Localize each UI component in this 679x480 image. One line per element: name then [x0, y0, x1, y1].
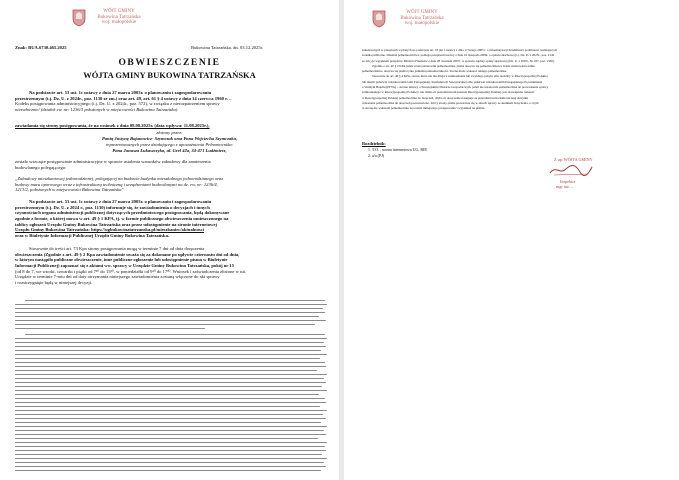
- footnote-line: [15, 466, 326, 467]
- notification-line: zgodnie z formie, o której mowa w art. 49 § 1 KPA, tj. w formie publicznego obwieszczenia umieszczonego na: [15, 216, 229, 222]
- footnote-line: [15, 418, 326, 419]
- stamp-line: Z up. WÓJTA GMINY: [554, 157, 593, 162]
- footnote-line: [15, 402, 326, 403]
- notice-statement: zawiadamia się strony postępowania, że na wniosek z dnia 08.08.2025r. (data wpływu: 11.08.2025r.),: [15, 123, 210, 128]
- letterhead-office: WÓJT GMINY: [103, 9, 135, 14]
- place-and-date: Bukowina Tatrzańska, dn. 03.12.2025r.: [191, 45, 264, 50]
- letterhead: [88, 9, 150, 26]
- legal-basis-line: Na podstawie art. 53 ust. 1c ustawy z dnia 27 marca 2003r. o planowaniu i zagospodarowaniu: [29, 90, 212, 95]
- municipal-crest-icon: [372, 10, 386, 28]
- footnote-line: [15, 386, 322, 387]
- notification-line: Na podstawie art. 53 ust. 1c ustawy z dnia 27 marca 2003r. o planowaniu i zagospodarowaniu: [29, 199, 212, 204]
- recipient-item: 1. T.O. , strona internetowa UG, BIP,: [368, 147, 428, 152]
- footnote-line: [15, 390, 327, 391]
- notification-link-line[interactable]: Urzędu Gminy Bukowina Tatrzańska: https://ugbukowinatatrzanska.pl/mieszkaniec/aktualnosci: [15, 227, 205, 233]
- continuation-text: [362, 48, 664, 112]
- footnote-line: [15, 422, 321, 423]
- footnote-line: [15, 312, 325, 313]
- footnote-line: [15, 446, 325, 447]
- official-stamp: [540, 157, 600, 191]
- representative-intro: reprezentowanych przez działającego z upoważnienia Pełnomocnika:: [105, 142, 234, 147]
- footnote-line: [25, 300, 325, 301]
- footnote-line: [15, 378, 324, 379]
- project-line: „Zabudowy mieszkaniowej jednorodzinnej, polegającej na budowie budynku mieszkalnego jednorodzinnego oraz: [15, 176, 224, 181]
- document-title: OBWIESZCZENIE: [118, 58, 221, 68]
- file-access-line: (od 8 do 7, we wtorki, czwartki i piątki od 7³⁰ do 15³⁰, w poniedziałki od 9³⁰ do 17³⁰. Wniosek i zaświadczenia złożone w tut.: [15, 268, 247, 274]
- notification-line: tablicy ogłoszeń Urzędu Gminy Bukowina Tatrzańska oraz przez udostępnienie na stronie internetowej: [15, 221, 217, 227]
- footnote-line: [15, 394, 319, 395]
- footnote-line: [15, 398, 325, 399]
- footnote-block: [15, 296, 327, 476]
- footnote-line: [15, 382, 326, 383]
- project-line: 1213/2, położonych w miejscowości Bukowina Tatrzańska": [15, 187, 124, 193]
- municipal-crest-icon: [72, 9, 86, 27]
- applicant-names: Panią Justynę Bajanowicz- Szymczak oraz Pana Wojciecha Szymczaka,: [101, 136, 238, 141]
- letterhead-voivodeship: woj. małopolskie: [101, 20, 137, 25]
- legal-basis-line: niezwłocznie/ (działek ew. nr: 1236/3 położonych w miejscowości Bukowina Tatrzańska).: [15, 107, 179, 113]
- continuation-line: zakończonych w przepisach wydanych na podstawie art. 18 pkt 1 ustawy z dnia 17 lutego 2005 r. o informatyzacji działalności podmiotów realizujących: [362, 48, 557, 52]
- footnote-line: [15, 338, 327, 339]
- recipient-item: 2. a/a (PJ): [368, 153, 385, 158]
- footnote-line: [15, 442, 327, 443]
- footnote-line: [15, 342, 324, 343]
- continuation-line: pełnomocników, doręcza się pisma tylko jednemu pełnomocnikowi. Strona może wskazać takiego pełnomocnika.: [362, 69, 507, 74]
- proceedings-line: zostało wszczęte postępowanie administracyjne w sprawie ustalenia warunków zabudowy dla zamierzenia: [15, 159, 211, 164]
- footnote-line: [15, 426, 327, 427]
- footnote-line: [15, 374, 327, 375]
- file-access-line: Informacji Publicznej) zapoznać się z aktami ww. sprawy w Urzędzie Gminy Bukowina Tatrzańska, pokój nr 15: [15, 263, 235, 269]
- document-issuer: WÓJTA GMINY BUKOWINA TATRZAŃSKA: [83, 70, 256, 80]
- footnote-line: [15, 458, 327, 459]
- reference-number: Znak: BUA.6730.465.2025: [15, 45, 67, 50]
- notification-line: oraz w Biuletynie Informacji Publicznej Urzędu Gminy Bukowina Tatrzańska.: [15, 233, 170, 239]
- footnote-line: [15, 304, 327, 305]
- signature-icon: [548, 163, 594, 177]
- footnote-line: [15, 362, 325, 363]
- document-page-1: [0, 0, 339, 480]
- notification-paragraph: [15, 199, 327, 239]
- project-description: [15, 176, 327, 193]
- footnote-line: [15, 366, 326, 367]
- continuation-line: w Rzeczypospolitej Polskiej pełnomocnika do doręczeń, chyba że doręczenie następuje za pośrednictwem elektronicznej skrzynki: [362, 95, 529, 100]
- representative-name: Pana Janusza Łukaszczyka, ul. Grel 42a, 34-471 Ludźmierz,: [112, 148, 227, 153]
- notification-line: czynnościach organu administracji publicznej dotyczących przedmiotowego postępowania, będą dokonywane: [15, 210, 230, 216]
- footnote-line: [15, 462, 324, 463]
- footnote-line: [15, 324, 315, 325]
- legal-basis-line: Kodeks postępowania administracyjnego (t.j. Dz. U. z 2024r., poz. 572), w związku z nierozpatrzeniem sprawy: [15, 101, 220, 107]
- continuation-line: Zgodnie z art. 40 § 2 KPA jeżeli strona ustanowiła pełnomocnika, pisma doręcza się pełnomocnikowi. Jeżeli ustanowiono kilku: [372, 63, 535, 68]
- footnote-line: [15, 406, 320, 407]
- footnote-line: [25, 334, 325, 335]
- file-access-line: Stosownie do treści art. 73 Kpa strony postępowania mogą w terminie 7 dni od dnia doręczenia: [29, 246, 205, 251]
- footnote-line: [15, 358, 320, 359]
- continuation-line: zamieszkałego w Rzeczypospolitej Polskiej i nie działa za pośrednictwem konsula Rzeczypospolitej Polskiej, jest obowiązana wskazać: [362, 90, 535, 95]
- file-access-line: obwieszczenia (Zgodnie z art. 49 § 2 Kpa zawiadomienie uważa się za dokonane po upływie czternastu dni od dnia,: [15, 251, 240, 257]
- footnote-line: [15, 350, 321, 351]
- continuation-line: ze zm.) (z wyjątkiem przepisów Ministra Finansów z dnia 28 września 2007r. w sprawie zapłaty opłaty skarbowej (Dz. U. z 2007r. Nr 187, poz. 1330).: [362, 58, 555, 63]
- stamp-line: mgr inż. ...: [556, 184, 575, 189]
- project-line: budowy muru oporowego wraz z infrastrukturą techniczną i urządzeniami budowlanymi na dz. ew. nr: 1236/4,: [15, 181, 218, 187]
- footnote-line: [15, 354, 327, 355]
- footnote-line: [15, 454, 322, 455]
- footnote-line: [15, 434, 326, 435]
- continuation-line: lub innym państwie członkowskim Unii Europejskiej, Konfederacji Szwajcarskiej albo państwie członkowskim Europejskiego Porozumienia: [362, 79, 543, 84]
- proceedings-line: budowlanego polegającego:: [15, 164, 67, 170]
- letterhead-office: WÓJT GMINY: [406, 10, 438, 15]
- legal-basis-line: przestrzennym (t.j. Dz. U. z 2024r., poz. 1130 ze zm.) oraz art. 49, art. 61 § 4 ustawy z dnia 14 czerwca 1960 r. –: [15, 95, 232, 101]
- file-access-line: w którym nastąpiło publiczne obwieszczenie, inne publiczne ogłoszenie lub udostępnienie pisma w Biuletynie: [15, 257, 228, 263]
- letterhead-municipality: Bukowina Tatrzańska: [97, 14, 141, 20]
- footnote-line: [15, 346, 326, 347]
- letterhead: [387, 10, 457, 27]
- letterhead-municipality: Bukowina Tatrzańska: [400, 15, 444, 21]
- proceedings-paragraph: [15, 159, 327, 170]
- continuation-line: zadania publiczne. Dzienne pełnomocnictwa, podlega przepisom ustawy z dnia 16 listopada 2006r. o opłacie skarbowej (t.j. Dz. U. z 2023r., poz. 2142: [362, 53, 555, 58]
- notification-line: przestrzennym (t.j. Dz. U. z 2024 r., poz. 1130) informuje się, że zawiadomienia o decyzjach i innych: [15, 204, 210, 210]
- legal-basis-paragraph: [15, 90, 327, 113]
- footnote-line: [15, 320, 326, 321]
- document-page-2: [344, 0, 679, 480]
- stamp-line: Inspektor: [560, 179, 576, 184]
- footnote-line: [15, 370, 317, 371]
- footnote-line: [15, 430, 324, 431]
- continuation-line: o Wolnym Handlu (EFTA) – stronie umowy o Europejskim Obszarze Gospodarczym, jeżeli nie ustanowiła pełnomocnika do prowadzenia sprawy: [362, 85, 549, 90]
- continuation-line: Stosownie do art. 40 § 4 KPA, strona, która nie ma miejsca zamieszkania lub zwykłego pobytu albo siedziby w Rzeczypospolitej Polskiej: [372, 74, 548, 79]
- footnote-line: [15, 410, 327, 411]
- footnote-line: [15, 470, 321, 471]
- footnote-line: [15, 328, 205, 329]
- continuation-line: ta stroną nie wskazała pełnomocnika na terenie mniejszego postępowania i wyjaśnień na piśmie.: [362, 106, 486, 111]
- file-access-line: i rozstrzygnięte będą w niniejszej decyzji.: [15, 280, 93, 286]
- file-access-line: Urzędzie w terminie 7-miu dni od daty otrzymania niniejszego zawiadomienia zostaną włączone do akt sprawy: [15, 274, 220, 280]
- recipients-label: Rozdzielnik:: [362, 141, 386, 146]
- footnote-line: [15, 316, 319, 317]
- letterhead-voivodeship: woj. małopolskie: [404, 21, 440, 26]
- footnote-line: [15, 308, 323, 309]
- footnote-line: [15, 414, 323, 415]
- footnote-line: [15, 438, 318, 439]
- footnote-line: [15, 450, 326, 451]
- applicant-label: złożony przez:: [156, 130, 183, 135]
- file-access-paragraph: [15, 246, 327, 286]
- continuation-line: wskazania pełnomocnika do doręczeń pozostawione. Jeli ty strony pisma pozostawia się w aktach sprawy ze skutkiem doręczenia, o czym: [362, 100, 539, 105]
